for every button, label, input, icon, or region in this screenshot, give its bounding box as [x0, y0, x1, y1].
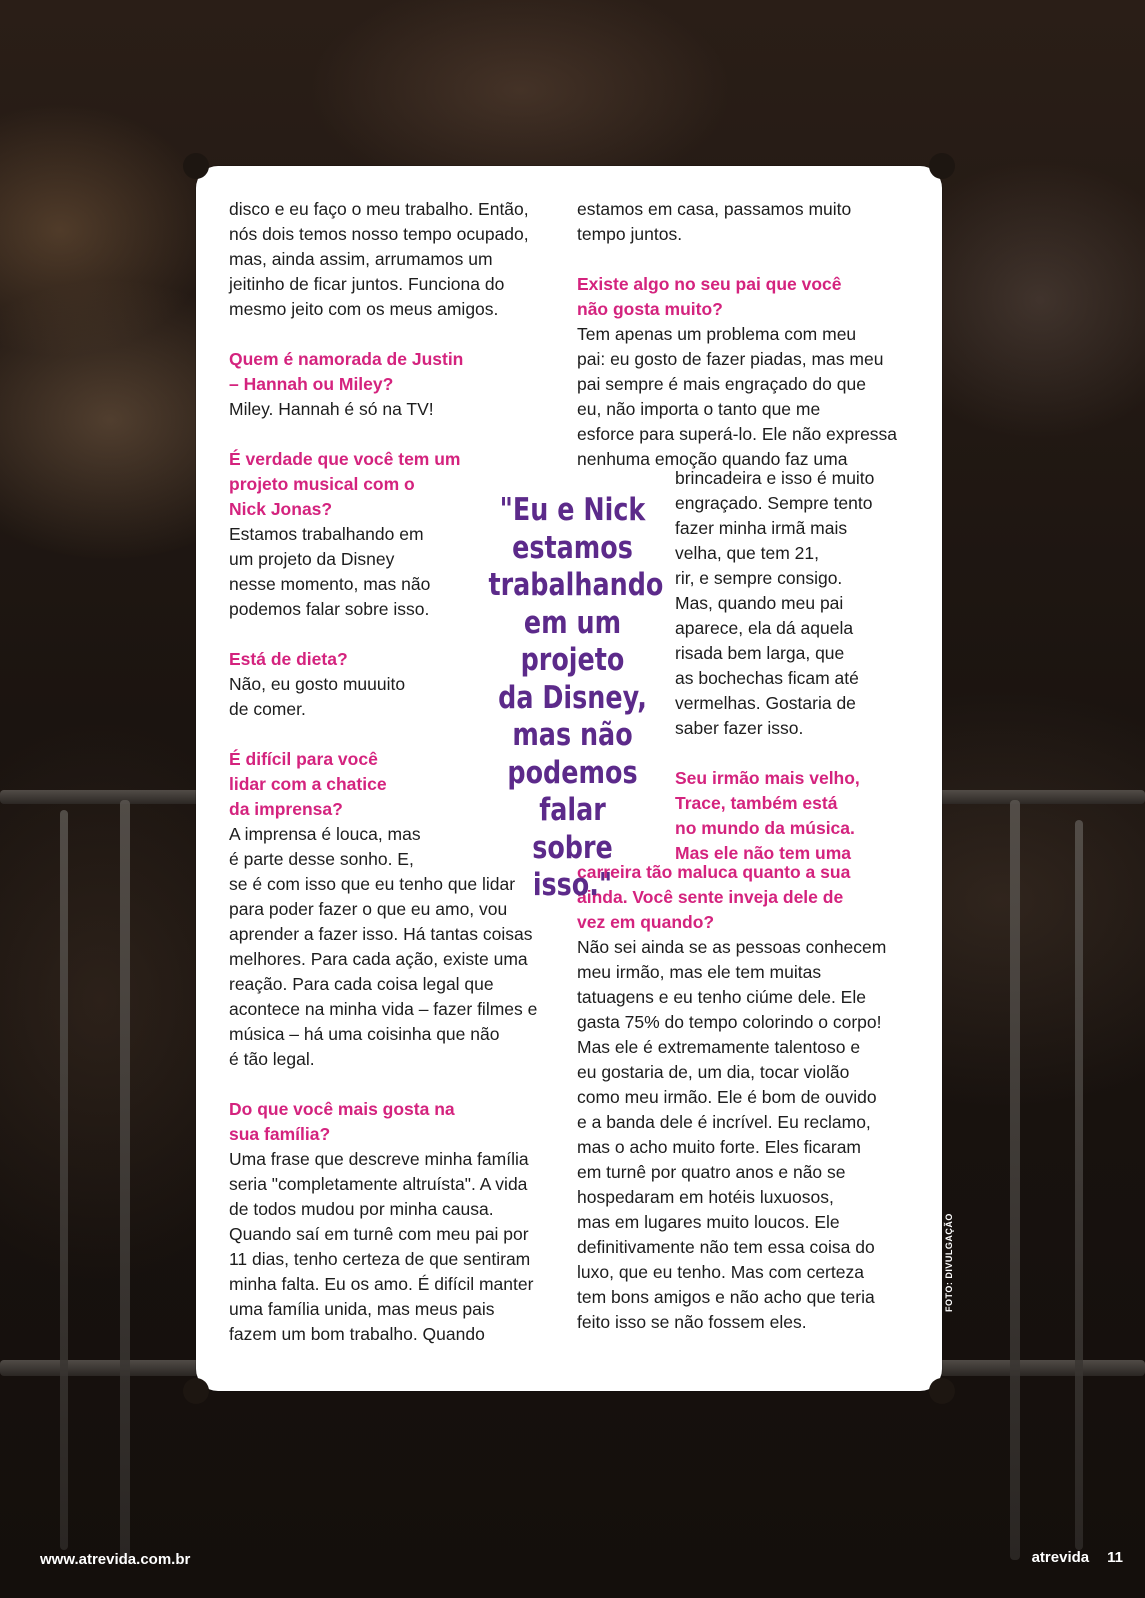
answer: A imprensa é louca, mas é parte desse sonho. E, se é com isso que eu tenho que lidar para poder fazer o que eu amo, vou aprender a fazer isso. Há tantas coisas melhores. Para cada ação, existe uma reação. Para cada coisa legal que acontece na minha vida – fazer filmes e música – há uma coisinha que não é tão legal. [229, 824, 538, 1069]
answer: brincadeira e isso é muito engraçado. Sempre tento fazer minha irmã mais velha, que tem 21, rir, e sempre consigo. Mas, quando meu pai aparece, ela dá aquela risada bem larga, que as bochechas ficam até vermelhas. Gostaria de saber fazer isso. [675, 468, 875, 738]
question: É difícil para você lidar com a chatice da imprensa? [229, 749, 387, 819]
page-number: 11 [1107, 1549, 1123, 1566]
railing-post [1010, 800, 1020, 1560]
column-right-bottom [577, 860, 907, 1335]
footer-brand [1032, 1549, 1123, 1566]
answer: Miley. Hannah é só na TV! [229, 399, 434, 419]
qa-block [675, 466, 910, 741]
railing-post [60, 810, 68, 1550]
column-right-narrow [675, 466, 910, 866]
card-corner-notch [183, 1378, 209, 1404]
card-corner-notch [929, 153, 955, 179]
question: Seu irmão mais velho, Trace, também está no mundo da música. Mas ele não tem uma [675, 768, 860, 863]
railing-post [1075, 820, 1083, 1550]
card-corner-notch [183, 153, 209, 179]
magazine-name: atrevida [1031, 1549, 1090, 1566]
question: É verdade que você tem um projeto musical com o Nick Jonas? [229, 449, 461, 519]
qa-block [229, 347, 559, 422]
qa-block [229, 197, 559, 322]
photo-credit: FOTO: DIVULGAÇÃO [944, 1213, 954, 1312]
railing-post [120, 800, 130, 1560]
column-right-top [577, 197, 907, 472]
answer: disco e eu faço o meu trabalho. Então, nós dois temos nosso tempo ocupado, mas, ainda assim, arrumamos um jeitinho de ficar juntos. Funciona do mesmo jeito com os meus amigos. [229, 199, 529, 319]
question: carreira tão maluca quanto a sua ainda. Você sente inveja dele de vez em quando? [577, 862, 851, 932]
answer: Não sei ainda se as pessoas conhecem meu irmão, mas ele tem muitas tatuagens e eu tenho ciúme dele. Ele gasta 75% do tempo colorindo o corpo! Mas ele é extremamente talentoso e eu gostaria de, um dia, tocar violão como meu irmão. Ele é bom de ouvido e a banda dele é incrível. Eu reclamo, mas o acho muito forte. Eles ficaram em turnê por quatro anos e não se hospedaram em hotéis luxuosos, mas em lugares muito loucos. Ele definitivamente não tem essa coisa do luxo, que eu tenho. Mas com certeza tem bons amigos e não acho que teria feito isso se não fossem eles. [577, 937, 887, 1332]
answer: Estamos trabalhando em um projeto da Disney nesse momento, mas não podemos falar sobre isso. [229, 524, 431, 619]
website-url: www.atrevida.com.br [40, 1551, 191, 1568]
answer: Não, eu gosto muuuito de comer. [229, 674, 406, 719]
pull-quote: "Eu e Nick estamos trabalhando em um projeto da Disney, mas não podemos falar sobre isso." [488, 492, 664, 903]
question: Do que você mais gosta na sua família? [229, 1099, 455, 1144]
qa-block [229, 1097, 559, 1347]
answer: Uma frase que descreve minha família seria "completamente altruísta". A vida de todos mudou por minha causa. Quando saí em turnê com meu pai por 11 dias, tenho certeza de que sentiram minha falta. Eu os amo. É difícil manter uma família unida, mas meus pais fazem um bom trabalho. Quando [229, 1149, 534, 1344]
qa-block [577, 860, 907, 1335]
answer: Tem apenas um problema com meu pai: eu gosto de fazer piadas, mas meu pai sempre é mais engraçado do que eu, não importa o tanto que me esforce para superá-lo. Ele não expressa nenhuma emoção quando faz uma [577, 324, 898, 469]
qa-block [577, 197, 907, 247]
question: Está de dieta? [229, 649, 348, 669]
answer: estamos em casa, passamos muito tempo juntos. [577, 199, 852, 244]
qa-block [675, 766, 910, 866]
card-corner-notch [929, 1378, 955, 1404]
question: Existe algo no seu pai que você não gosta muito? [577, 274, 842, 319]
question: Quem é namorada de Justin – Hannah ou Miley? [229, 349, 464, 394]
qa-block [577, 272, 907, 472]
